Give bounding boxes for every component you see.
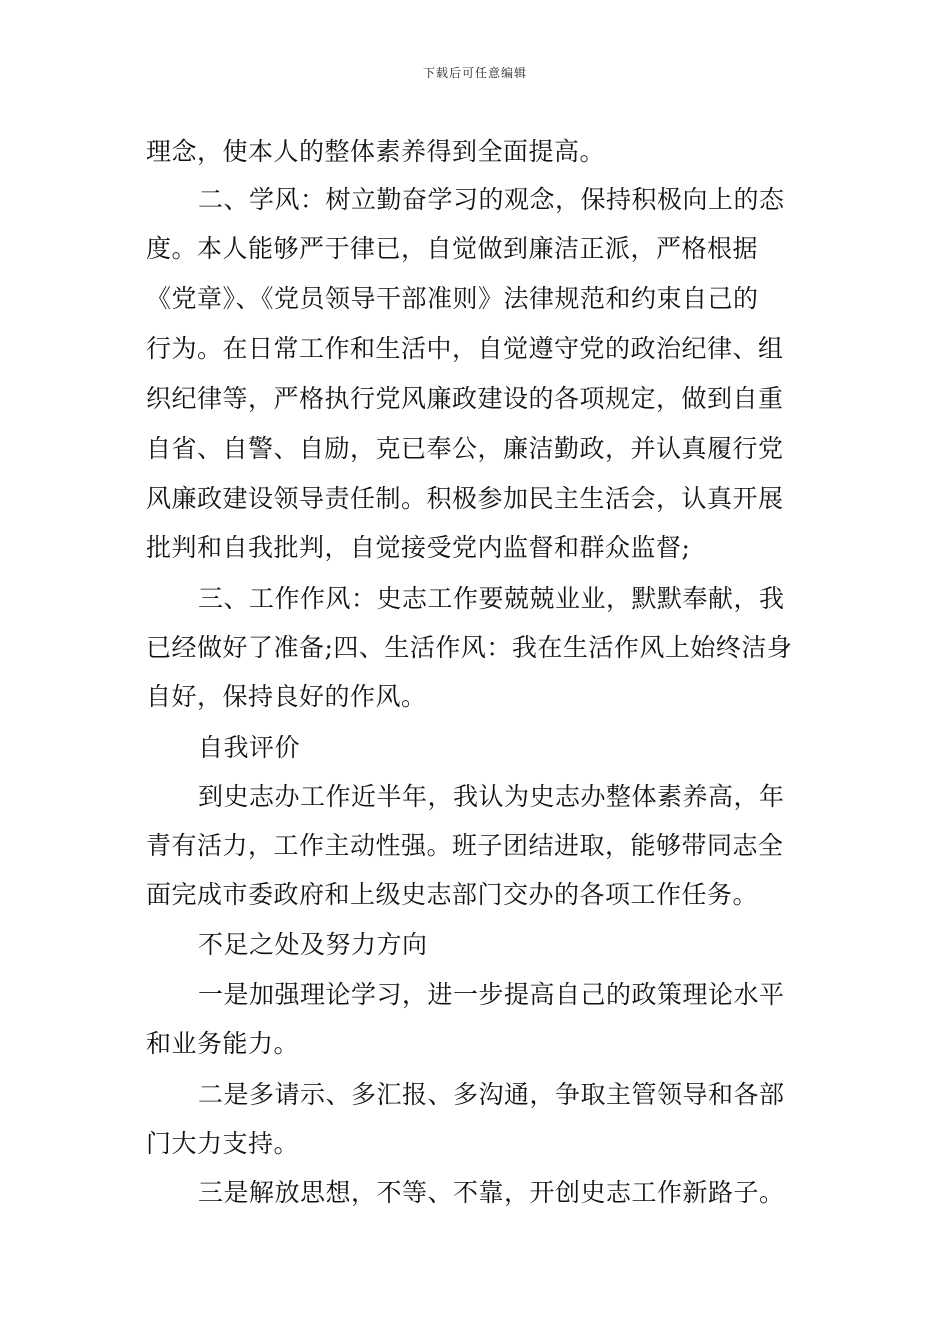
body-line: 已经做好了准备;四、生活作风：我在生活作风上始终洁身 [146,633,793,662]
section-heading: 自我评价 [198,733,301,762]
body-line: 度。本人能够严于律已，自觉做到廉洁正派，严格根据 [146,234,759,263]
paragraph-line: 二、学风：树立勤奋学习的观念，保持积极向上的态 [198,185,785,214]
section-heading: 不足之处及努力方向 [198,930,428,959]
body-line: 《党章》、《党员领导干部准则》法律规范和约束自己的 [146,284,759,313]
paragraph-line: 三、工作作风：史志工作要兢兢业业，默默奉献，我 [198,584,785,613]
paragraph-line: 一是加强理论学习，进一步提高自己的政策理论水平 [198,980,785,1009]
body-line: 和业务能力。 [146,1029,300,1058]
paragraph-line: 到史志办工作近半年，我认为史志办整体素养高，年 [198,782,785,811]
page-header: 下载后可任意编辑 [422,66,527,80]
paragraph-line: 二是多请示、多汇报、多沟通，争取主管领导和各部 [198,1080,785,1109]
body-line: 织纪律等，严格执行党风廉政建设的各项规定，做到自重 [146,384,784,413]
body-line: 面完成市委政府和上级史志部门交办的各项工作任务。 [146,880,759,909]
paragraph-line: 三是解放思想，不等、不靠，开创史志工作新路子。 [198,1178,785,1207]
body-line: 自省、自警、自励，克已奉公，廉洁勤政，并认真履行党 [146,434,784,463]
body-line: 自好，保持良好的作风。 [146,682,427,711]
body-line: 风廉政建设领导责任制。积极参加民主生活会，认真开展 [146,484,784,513]
body-line: 批判和自我批判，自觉接受党内监督和群众监督; [146,533,691,562]
body-line: 理念，使本人的整体素养得到全面提高。 [146,137,606,166]
body-line: 门大力支持。 [146,1129,300,1158]
body-line: 青有活力，工作主动性强。班子团结进取，能够带同志全 [146,831,784,860]
body-line: 行为。在日常工作和生活中，自觉遵守党的政治纪律、组 [146,334,784,363]
